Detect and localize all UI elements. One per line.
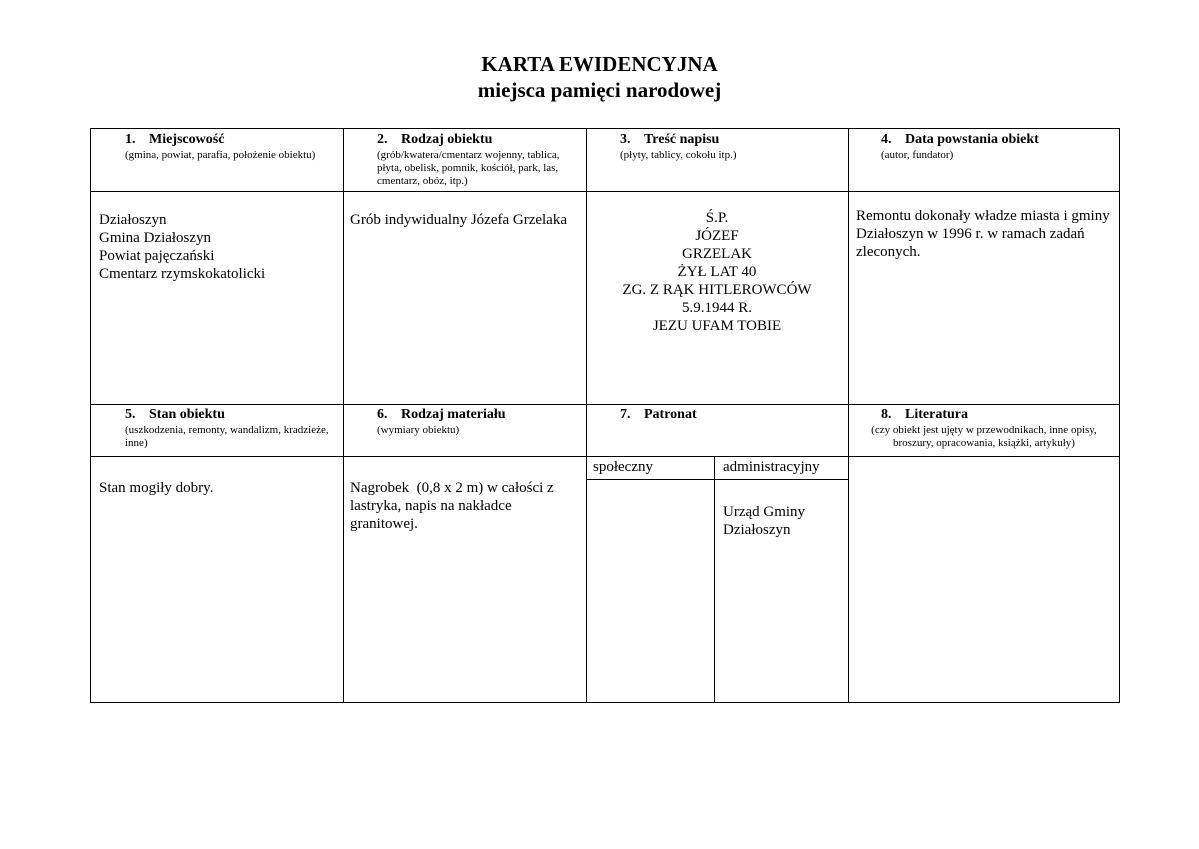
location-line: Gmina Działoszyn: [99, 230, 212, 246]
section-number: 5.: [125, 407, 136, 422]
section-label: Stan obiektu: [149, 407, 225, 422]
section-label: Rodzaj obiektu: [401, 132, 493, 147]
section-hint: (uszkodzenia, remonty, wandalizm, kradzieże, inne): [125, 424, 329, 449]
location-line: Powiat pajęczański: [99, 248, 215, 264]
patronage-admin-value: Urząd Gminy Działoszyn: [723, 504, 806, 538]
section-hint: (czy obiekt jest ujęty w przewodnikach, inne opisy, broszury, opracowania, książki, artykuły): [871, 424, 1097, 449]
inscription-line: ZG. Z RĄK HITLEROWCÓW: [622, 282, 812, 298]
object-type-value: Grób indywidualny Józefa Grzelaka: [350, 212, 568, 228]
document-title: KARTA EWIDENCYJNA: [481, 52, 718, 76]
section-hint: (autor, fundator): [881, 149, 954, 161]
patronage-admin-label: administracyjny: [723, 459, 820, 475]
section-8-header: [851, 407, 1117, 450]
inscription-value: [588, 209, 846, 335]
patronage-divider: [586, 479, 848, 480]
inscription-line: JEZU UFAM TOBIE: [652, 318, 782, 334]
section-1-header: [125, 132, 340, 162]
inscription-line: 5.9.1944 R.: [681, 300, 752, 316]
section-6-header: [377, 407, 582, 437]
section-hint: (gmina, powiat, parafia, położenie obiektu): [125, 149, 316, 161]
section-5-header: [125, 407, 340, 450]
section-2-header: [377, 132, 582, 188]
section-hint: (płyty, tablicy, cokołu itp.): [620, 149, 737, 161]
section-number: 4.: [881, 132, 892, 147]
location-value: [99, 211, 339, 283]
section-label: Patronat: [644, 407, 697, 422]
inscription-line: GRZELAK: [682, 246, 752, 262]
location-line: Działoszyn: [99, 212, 167, 228]
column-divider: [343, 129, 344, 702]
date-created-value: Remontu dokonały władze miasta i gminy Działoszyn w 1996 r. w ramach zadań zleconych.: [856, 208, 1110, 260]
row-divider: [91, 404, 1119, 405]
inscription-line: ŻYŁ LAT 40: [677, 264, 757, 280]
document-subtitle: miejsca pamięci narodowej: [477, 78, 722, 102]
section-label: Treść napisu: [644, 132, 720, 147]
row-divider: [91, 191, 1119, 192]
section-hint: (wymiary obiektu): [377, 424, 460, 436]
section-label: Rodzaj materiału: [401, 407, 506, 422]
column-divider: [848, 129, 849, 702]
section-3-header: [620, 132, 840, 162]
section-number: 3.: [620, 132, 631, 147]
section-4-header: [881, 132, 1116, 162]
record-card-table: [90, 128, 1120, 703]
patronage-social-label: społeczny: [593, 459, 653, 475]
inscription-line: Ś.P.: [705, 210, 729, 226]
section-hint: (grób/kwatera/cmentarz wojenny, tablica, płyta, obelisk, pomnik, kościół, park, las, cmentarz, obóz, itp.): [377, 149, 560, 187]
column-divider: [586, 129, 587, 702]
material-value: Nagrobek (0,8 x 2 m) w całości z lastryka, napis na nakładce granitowej.: [350, 480, 558, 532]
section-number: 2.: [377, 132, 388, 147]
inscription-line: JÓZEF: [695, 228, 739, 244]
section-number: 1.: [125, 132, 136, 147]
section-label: Data powstania obiekt: [905, 132, 1039, 147]
condition-value: Stan mogiły dobry.: [99, 480, 214, 496]
section-number: 7.: [620, 407, 631, 422]
section-label: Miejscowość: [149, 132, 225, 147]
patronage-column-divider: [714, 456, 715, 702]
location-line: Cmentarz rzymskokatolicki: [99, 266, 266, 282]
section-label: Literatura: [905, 407, 968, 422]
row-divider: [91, 456, 1119, 457]
section-number: 6.: [377, 407, 388, 422]
section-number: 8.: [881, 407, 892, 422]
section-7-header: [620, 407, 840, 423]
